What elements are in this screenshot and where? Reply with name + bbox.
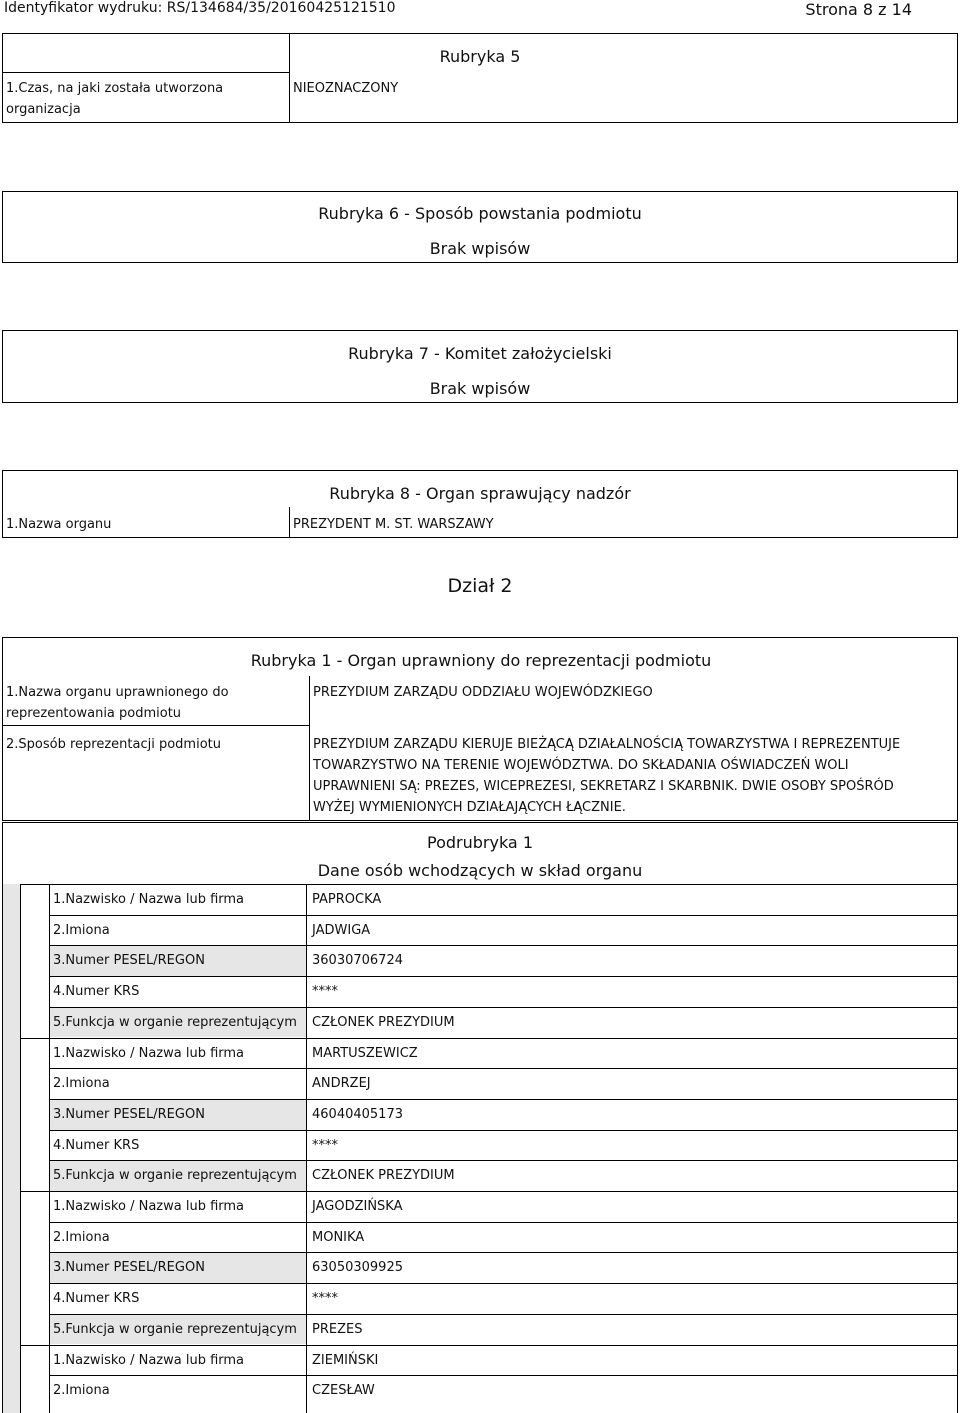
field-value-krs: **** xyxy=(312,984,338,1000)
rubryka5-title: Rubryka 5 xyxy=(439,47,521,66)
field-label-surname: 1.Nazwisko / Nazwa lub firma xyxy=(53,1199,245,1214)
person-divider xyxy=(2,1038,958,1039)
row-divider xyxy=(49,915,958,916)
rubryka7-empty: Brak wpisów xyxy=(429,379,531,398)
field-label-function: 5.Funkcja w organie reprezentującym xyxy=(53,1014,297,1030)
field-value-krs: **** xyxy=(312,1137,338,1153)
field-label-krs: 4.Numer KRS xyxy=(53,1137,140,1153)
field-label-pesel: 3.Numer PESEL/REGON xyxy=(53,953,205,969)
row-divider xyxy=(49,1283,958,1284)
row-divider xyxy=(49,1007,958,1008)
row-divider xyxy=(49,1375,958,1376)
field-label-names: 2.Imiona xyxy=(53,1229,110,1245)
field-value-names: JADWIGA xyxy=(312,922,371,938)
row-divider xyxy=(49,1160,958,1161)
rubryka6-box xyxy=(2,191,958,263)
rubryka6-empty: Brak wpisów xyxy=(429,239,531,258)
field-value-surname: JAGODZIŃSKA xyxy=(312,1199,403,1214)
rubryka5-row1-value: NIEOZNACZONY xyxy=(293,81,399,96)
row-divider xyxy=(49,1068,958,1069)
field-value-function: PREZES xyxy=(312,1321,363,1337)
field-value-names: ANDRZEJ xyxy=(312,1076,371,1092)
row-divider xyxy=(49,945,958,946)
podrubryka1-subtitle: Dane osób wchodzących w skład organu xyxy=(317,861,643,880)
rubryka8-title: Rubryka 8 - Organ sprawujący nadzór xyxy=(329,484,631,503)
d2-row2-label: 2.Sposób reprezentacji podmiotu xyxy=(6,737,221,752)
row-divider xyxy=(49,1099,958,1100)
field-label-surname: 1.Nazwisko / Nazwa lub firma xyxy=(53,1045,245,1061)
field-value-surname: MARTUSZEWICZ xyxy=(312,1045,418,1061)
person-divider xyxy=(2,1345,958,1346)
field-value-surname: ZIEMIŃSKI xyxy=(312,1352,379,1368)
rubryka8-row1-label: 1.Nazwa organu xyxy=(6,517,112,532)
rubryka5-row1-label: 1.Czas, na jaki została utworzona organizacja xyxy=(6,81,224,117)
field-label-names: 2.Imiona xyxy=(53,922,110,938)
field-value-function: CZŁONEK PREZYDIUM xyxy=(312,1014,455,1030)
d2-rubryka1-title: Rubryka 1 - Organ uprawniony do reprezentacji podmiotu xyxy=(250,651,712,670)
field-value-function: CZŁONEK PREZYDIUM xyxy=(312,1168,455,1184)
rubryka7-box xyxy=(2,330,958,403)
field-label-surname: 1.Nazwisko / Nazwa lub firma xyxy=(53,1352,245,1368)
d2-row1-value: PREZYDIUM ZARZĄDU ODDZIAŁU WOJEWÓDZKIEGO xyxy=(313,685,653,700)
field-label-names: 2.Imiona xyxy=(53,1383,110,1399)
label-column-line xyxy=(49,884,50,1413)
row-divider xyxy=(49,1130,958,1131)
print-identifier: Identyfikator wydruku: RS/134684/35/20160425121510 xyxy=(4,0,396,16)
rubryka6-title: Rubryka 6 - Sposób powstania podmiotu xyxy=(318,204,642,223)
field-label-pesel: 3.Numer PESEL/REGON xyxy=(53,1260,205,1276)
row-divider xyxy=(49,1314,958,1315)
field-label-krs: 4.Numer KRS xyxy=(53,984,140,1000)
field-label-function: 5.Funkcja w organie reprezentującym xyxy=(53,1321,297,1337)
field-value-krs: **** xyxy=(312,1291,338,1307)
d2-row2-value: PREZYDIUM ZARZĄDU KIERUJE BIEŻĄCĄ DZIAŁALNOŚCIĄ TOWARZYSTWA I REPREZENTUJE TOWARZYSTWO NA TERENIE WOJEWÓDZTWA. DO SKŁADANIA OŚWIADCZEŃ WOLI UPRAWNIENI SĄ: PREZES, WICEPREZESI, SEKRETARZ I SKARBNIK. DWIE OSOBY SPOŚRÓD WYŻEJ WYMIENIONYCH DZIAŁAJĄCYCH ŁĄCZNIE. xyxy=(313,737,901,815)
field-label-function: 5.Funkcja w organie reprezentującym xyxy=(53,1168,297,1184)
person-divider xyxy=(2,1191,958,1192)
rubryka5-box xyxy=(2,33,958,123)
field-label-surname: 1.Nazwisko / Nazwa lub firma xyxy=(53,892,245,907)
rubryka8-row1-value: PREZYDENT M. ST. WARSZAWY xyxy=(293,517,494,532)
index-column-shade xyxy=(3,884,20,1413)
field-value-surname: PAPROCKA xyxy=(312,892,382,907)
page-number: Strona 8 z 14 xyxy=(805,0,912,19)
d2-row1-label: 1.Nazwa organu uprawnionego do reprezentowania podmiotu xyxy=(6,685,229,721)
field-value-pesel: 36030706724 xyxy=(312,953,403,969)
d2-rubryka1-box xyxy=(2,637,958,821)
row-divider xyxy=(49,976,958,977)
field-value-names: MONIKA xyxy=(312,1229,365,1245)
podrubryka1-title: Podrubryka 1 xyxy=(427,833,533,852)
field-value-pesel: 46040405173 xyxy=(312,1106,403,1122)
value-column-line xyxy=(306,884,307,1413)
index-column-line xyxy=(20,884,21,1413)
field-label-pesel: 3.Numer PESEL/REGON xyxy=(53,1106,205,1122)
rubryka7-title: Rubryka 7 - Komitet założycielski xyxy=(348,344,612,363)
field-value-names: CZESŁAW xyxy=(312,1383,375,1399)
row-divider xyxy=(49,1222,958,1223)
person-divider xyxy=(2,884,958,885)
section-title: Dział 2 xyxy=(447,575,513,597)
field-label-names: 2.Imiona xyxy=(53,1076,110,1092)
field-label-krs: 4.Numer KRS xyxy=(53,1291,140,1307)
field-value-pesel: 63050309925 xyxy=(312,1260,403,1276)
row-divider xyxy=(49,1252,958,1253)
rubryka8-box xyxy=(2,470,958,538)
